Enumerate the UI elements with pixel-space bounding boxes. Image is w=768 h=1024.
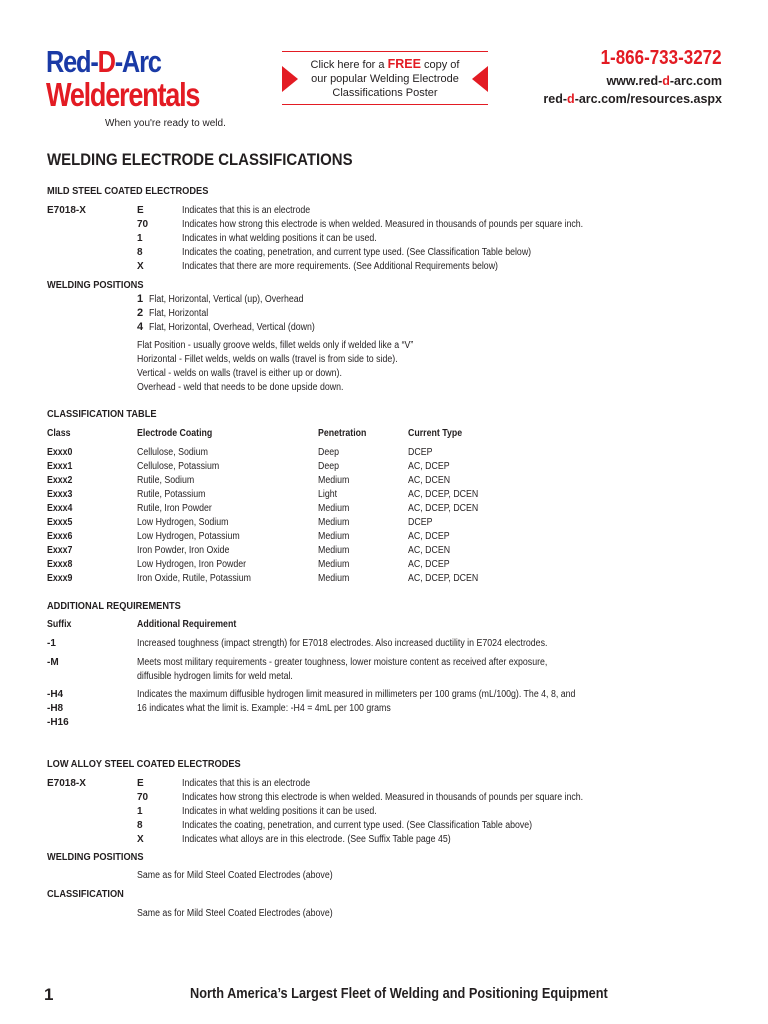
position-note: Horizontal - Fillet welds, welds on walls (travel is from side to side).: [137, 354, 398, 365]
table-cell: Iron Oxide, Rutile, Potassium: [137, 573, 251, 584]
table-cell: Medium: [318, 517, 350, 528]
code-part-symbol: E: [137, 778, 144, 789]
suffix-description: 16 indicates what the limit is. Example: -H4 = 4mL per 100 grams: [137, 703, 391, 714]
table-cell: Low Hydrogen, Iron Powder: [137, 559, 247, 570]
code-part-description: Indicates what alloys are in this electrode. (See Suffix Table page 45): [182, 834, 451, 845]
table-cell: Medium: [318, 573, 350, 584]
position-note: Overhead - weld that needs to be done upside down.: [137, 382, 344, 393]
code-part-symbol: 70: [137, 219, 149, 230]
table-cell: DCEP: [408, 447, 433, 458]
table-header-current: Current Type: [408, 428, 463, 439]
suffix-code: -M: [47, 657, 59, 668]
website-link[interactable]: www.red-d-arc.com: [606, 74, 722, 88]
suffix-code: -H4: [47, 689, 64, 700]
table-cell: AC, DCEP, DCEN: [408, 489, 479, 500]
arrow-left-icon: [472, 66, 488, 92]
company-logo[interactable]: [46, 46, 226, 132]
promo-text: Click here for a FREE copy of our popular Welding Electrode Classifications Poster: [310, 57, 460, 99]
position-number: 2: [137, 307, 144, 319]
page-number: 1: [44, 985, 54, 1004]
suffix-code: -H8: [47, 703, 64, 714]
code-part-symbol: X: [137, 834, 144, 845]
table-header-class: Class: [47, 428, 71, 439]
table-cell: Deep: [318, 461, 340, 472]
table-cell: DCEP: [408, 517, 433, 528]
table-cell: Medium: [318, 559, 350, 570]
section-heading-welding-positions: WELDING POSITIONS: [47, 279, 144, 291]
code-part-symbol: 1: [137, 233, 143, 244]
page-title: WELDING ELECTRODE CLASSIFICATIONS: [47, 150, 353, 169]
table-cell: Rutile, Potassium: [137, 489, 206, 500]
suffix-description: Indicates the maximum diffusible hydrogen limit measured in millimeters per 100 grams (mL/100g). The 4, 8, and: [137, 689, 576, 700]
table-cell: Rutile, Iron Powder: [137, 503, 212, 514]
code-part-symbol: 1: [137, 806, 143, 817]
footer-tagline: North America’s Largest Fleet of Welding and Positioning Equipment: [190, 986, 608, 1002]
position-number: 4: [137, 321, 144, 333]
table-header-penetration: Penetration: [318, 428, 367, 439]
electrode-code: E7018-X: [47, 778, 86, 789]
class-code-cell: Exxx1: [47, 461, 73, 472]
table-cell: Rutile, Sodium: [137, 475, 195, 486]
low-alloy-positions-text: Same as for Mild Steel Coated Electrodes (above): [137, 870, 333, 881]
class-code-cell: Exxx8: [47, 559, 73, 570]
class-code-cell: Exxx3: [47, 489, 73, 500]
class-code-cell: Exxx9: [47, 573, 73, 584]
table-cell: Medium: [318, 545, 350, 556]
code-part-symbol: X: [137, 261, 144, 272]
code-part-symbol: 70: [137, 792, 149, 803]
code-part-symbol: E: [137, 205, 144, 216]
suffix-code: -1: [47, 638, 56, 649]
code-part-symbol: 8: [137, 247, 143, 258]
class-code-cell: Exxx4: [47, 503, 73, 514]
electrode-code: E7018-X: [47, 205, 86, 216]
suffix-code: -H16: [47, 717, 69, 728]
class-code-cell: Exxx0: [47, 447, 73, 458]
phone-number[interactable]: 1-866-733-3272: [601, 47, 722, 69]
position-number: 1: [137, 293, 144, 305]
table-cell: AC, DCEP, DCEN: [408, 503, 479, 514]
table-cell: AC, DCEP: [408, 559, 450, 570]
code-part-description: Indicates how strong this electrode is when welded. Measured in thousands of pounds per square inch.: [182, 219, 584, 230]
poster-promo-link[interactable]: [282, 51, 488, 105]
code-part-description: Indicates the coating, penetration, and current type used. (See Classification Table above): [182, 820, 533, 831]
table-cell: Cellulose, Potassium: [137, 461, 220, 472]
table-cell: Iron Powder, Iron Oxide: [137, 545, 230, 556]
section-heading-low-alloy-classification: CLASSIFICATION: [47, 888, 124, 900]
logo-tagline: When you're ready to weld.: [105, 118, 226, 129]
code-part-description: Indicates that this is an electrode: [182, 205, 311, 216]
table-cell: Medium: [318, 475, 350, 486]
table-cell: AC, DCEN: [408, 545, 451, 556]
code-part-description: Indicates how strong this electrode is when welded. Measured in thousands of pounds per square inch.: [182, 792, 584, 803]
class-code-cell: Exxx2: [47, 475, 73, 486]
logo-line-2: Welderentals: [46, 76, 200, 113]
table-cell: AC, DCEN: [408, 475, 451, 486]
section-heading-low-alloy: LOW ALLOY STEEL COATED ELECTRODES: [47, 758, 241, 770]
class-code-cell: Exxx5: [47, 517, 73, 528]
table-cell: AC, DCEP, DCEN: [408, 573, 479, 584]
table-header-requirement: Additional Requirement: [137, 619, 237, 630]
position-description: Flat, Horizontal, Overhead, Vertical (down): [149, 322, 315, 333]
code-part-description: Indicates that there are more requirements. (See Additional Requirements below): [182, 261, 498, 272]
logo-line-1: Red-D-Arc: [46, 44, 161, 79]
table-cell: Medium: [318, 531, 350, 542]
suffix-description: diffusible hydrogen limits for weld metal.: [137, 671, 293, 682]
position-note: Flat Position - usually groove welds, fillet welds only if welded like a “V”: [137, 340, 414, 351]
contact-block: [543, 47, 722, 106]
suffix-description: Increased toughness (impact strength) for E7018 electrodes. Also increased ductility in E7024 electrodes.: [137, 638, 548, 649]
code-part-description: Indicates in what welding positions it can be used.: [182, 233, 377, 244]
table-header-suffix: Suffix: [47, 619, 72, 630]
table-cell: Low Hydrogen, Potassium: [137, 531, 240, 542]
table-cell: Medium: [318, 503, 350, 514]
section-heading-mild-steel: MILD STEEL COATED ELECTRODES: [47, 185, 209, 197]
section-heading-additional-requirements: ADDITIONAL REQUIREMENTS: [47, 600, 181, 612]
position-description: Flat, Horizontal, Vertical (up), Overhead: [149, 294, 304, 305]
position-note: Vertical - welds on walls (travel is either up or down).: [137, 368, 342, 379]
promo-free-word: FREE: [387, 57, 421, 71]
code-part-description: Indicates in what welding positions it can be used.: [182, 806, 377, 817]
section-heading-classification-table: CLASSIFICATION TABLE: [47, 408, 157, 420]
code-part-description: Indicates that this is an electrode: [182, 778, 311, 789]
suffix-description: Meets most military requirements - greater toughness, lower moisture content as received after exposure,: [137, 657, 548, 668]
low-alloy-classification-text: Same as for Mild Steel Coated Electrodes (above): [137, 908, 333, 919]
position-description: Flat, Horizontal: [149, 308, 209, 319]
table-cell: Low Hydrogen, Sodium: [137, 517, 229, 528]
table-cell: Light: [318, 489, 338, 500]
table-cell: Deep: [318, 447, 340, 458]
code-part-description: Indicates the coating, penetration, and current type used. (See Classification Table below): [182, 247, 532, 258]
table-cell: AC, DCEP: [408, 531, 450, 542]
table-header-coating: Electrode Coating: [137, 428, 213, 439]
section-heading-low-alloy-positions: WELDING POSITIONS: [47, 851, 144, 863]
code-part-symbol: 8: [137, 820, 143, 831]
arrow-right-icon: [282, 66, 298, 92]
class-code-cell: Exxx6: [47, 531, 73, 542]
class-code-cell: Exxx7: [47, 545, 73, 556]
resources-link[interactable]: red-d-arc.com/resources.aspx: [543, 92, 722, 106]
table-cell: Cellulose, Sodium: [137, 447, 208, 458]
table-cell: AC, DCEP: [408, 461, 450, 472]
